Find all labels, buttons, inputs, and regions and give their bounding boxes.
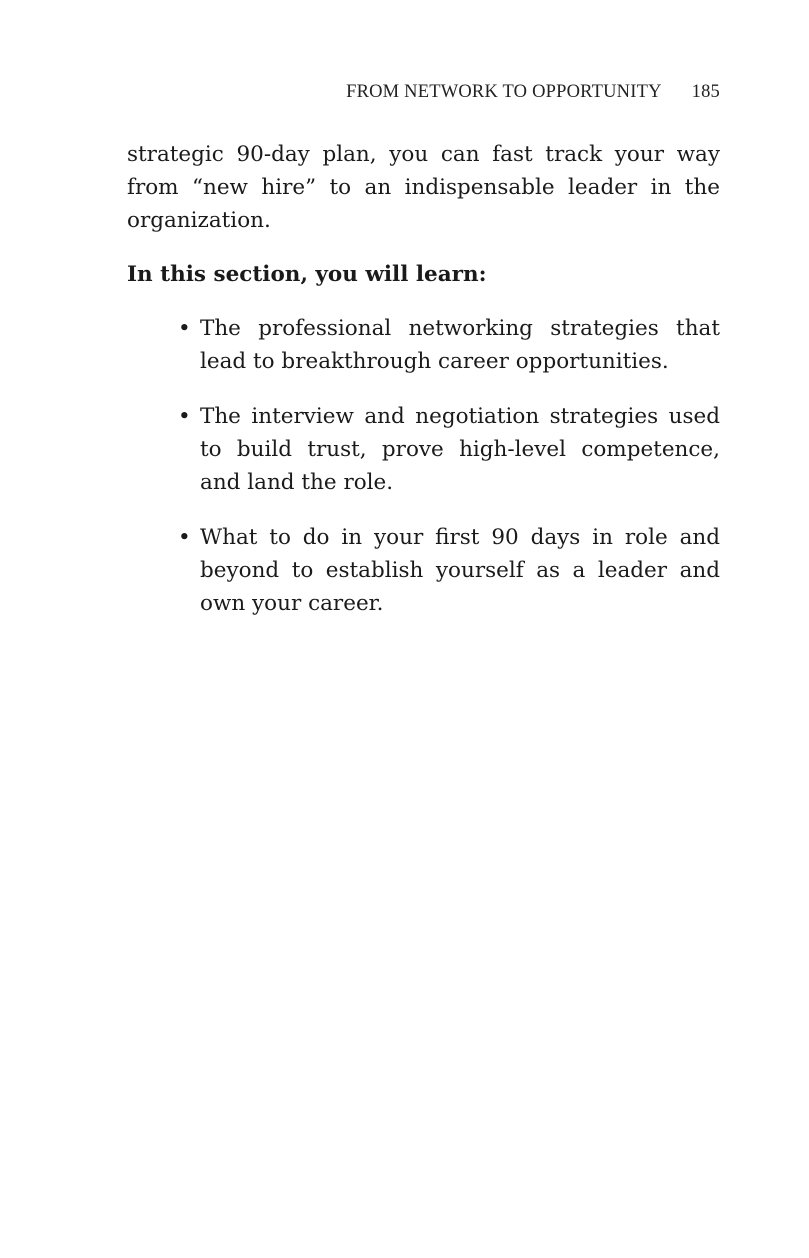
intro-paragraph: strategic 90-day plan, you can fast track your way from “new hire” to an indispensable leader in the organization. xyxy=(127,142,720,233)
running-title: FROM NETWORK TO OPPORTUNITY xyxy=(346,82,662,102)
page-body xyxy=(127,138,720,642)
list-item xyxy=(178,521,720,620)
list-item-text: The interview and negotiation strategies used to build trust, prove high-level competence, and land the role. xyxy=(200,404,720,495)
list-item-text: What to do in your first 90 days in role and beyond to establish yourself as a leader and own your career. xyxy=(200,525,720,616)
page-number: 185 xyxy=(691,82,720,102)
list-item xyxy=(178,400,720,499)
bullet-icon: • xyxy=(178,525,191,550)
section-lead-in: In this section, you will learn: xyxy=(127,262,487,287)
running-header xyxy=(127,82,720,103)
list-item xyxy=(178,312,720,378)
list-item-text: The professional networking strategies that lead to breakthrough career opportunities. xyxy=(200,316,720,374)
bullet-icon: • xyxy=(178,316,191,341)
bullet-icon: • xyxy=(178,404,191,429)
learning-points-list xyxy=(127,312,720,620)
